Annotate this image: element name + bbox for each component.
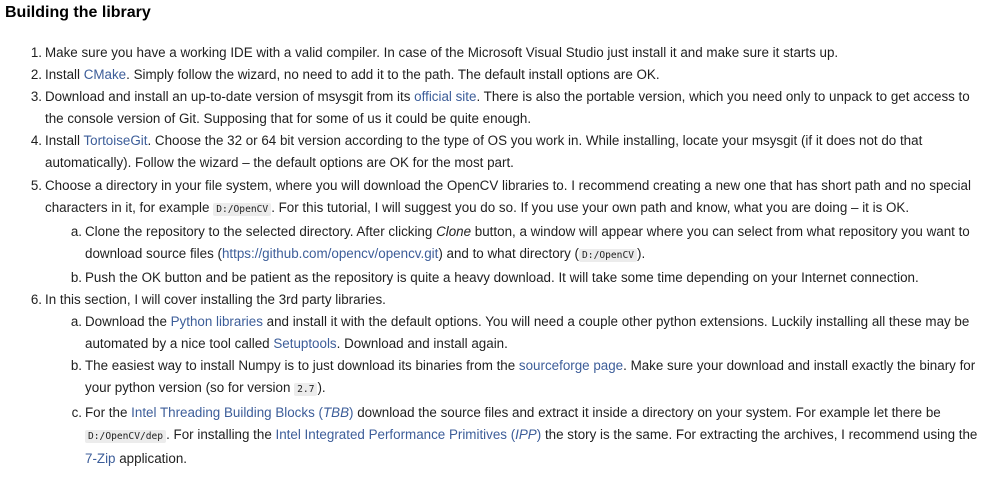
item-letter: b. bbox=[70, 269, 82, 285]
python-libraries-link[interactable]: Python libraries bbox=[170, 314, 263, 330]
item-number: 6. bbox=[30, 292, 42, 308]
steps-list bbox=[0, 42, 985, 470]
sub-list-item: c. For the Intel Threading Building Blocks (TBB) download the source files and extract it inside a directory on your system. For example let there be D:/OpenCV/dep . For installing the Intel Integrated Performance Primitives (IPP) the story is the same. For extracting the archives, I recommend using the 7-Zip application. bbox=[85, 402, 985, 470]
7zip-link[interactable]: 7-Zip bbox=[85, 450, 116, 466]
official-site-link[interactable]: official site bbox=[414, 89, 477, 105]
sub-list-item: a. Download the Python libraries and install it with the default options. You will need a couple other python extensions. Luckily installing all these may be automated by a nice tool called Setuptools. Download and install again. bbox=[85, 311, 985, 355]
list-item bbox=[30, 42, 985, 64]
item-number: 1. bbox=[30, 45, 42, 60]
path-code: D:/OpenCV bbox=[213, 203, 271, 216]
sub-list bbox=[45, 221, 985, 289]
intel-ipp-link[interactable]: Intel Integrated Performance Primitives (IPP) bbox=[275, 426, 542, 442]
tortoisegit-link[interactable]: TortoiseGit bbox=[83, 133, 148, 149]
sub-list bbox=[45, 311, 985, 470]
list-item: 4. Install TortoiseGit. Choose the 32 or 64 bit version according to the type of OS you work in. While installing, locate your msysgit (if it does not do that automatically). Follow the wizard – the default options are OK for the most part. bbox=[45, 130, 985, 174]
github-url-link[interactable]: https://github.com/opencv/opencv.git bbox=[221, 245, 439, 261]
setuptools-link[interactable]: Setuptools bbox=[273, 336, 337, 352]
sub-list-item: b. Push the OK button and be patient as the repository is quite a heavy download. It will take some time depending on your Internet connection. bbox=[85, 267, 985, 289]
section-heading: Building the library bbox=[5, 4, 151, 21]
list-item: 5. Choose a directory in your file system, where you will download the OpenCV libraries to. I recommend creating a new one that has short path and no special characters in it, for example D:/OpenCV . For this tutorial, I will suggest you do so. If you use your own path and know, what you are doing – it is OK. a. Clone the repository to the selected directory. After clicking Clone button, a window will appear where you can select from what repository you want to download source files (https://github.com/opencv/opencv.git) and to what directory ( D:/OpenCV ). b. Push the OK button and be patient as the repository is quite a heavy download. It will take some time depending on your Internet connection. bbox=[45, 175, 985, 289]
sub-list-item: a. Clone the repository to the selected directory. After clicking Clone button, a window will appear where you can select from what repository you want to download source files (https://github.com/opencv/opencv.git) and to what directory ( D:/OpenCV ). bbox=[85, 221, 985, 267]
cmake-link[interactable]: CMake bbox=[83, 67, 127, 83]
item-letter: a. bbox=[70, 223, 82, 239]
sub-list-item: b. The easiest way to install Numpy is to just download its binaries from the sourceforge page. Make sure your download and install exactly the binary for your python version (so for version 2.7 ). bbox=[85, 355, 985, 401]
item-number: 3. bbox=[30, 89, 42, 105]
item-text: Make sure you have a working IDE with a valid compiler. In case of the Microsoft Visual Studio just install it and make sure it starts up. bbox=[45, 45, 839, 60]
list-item: 6. In this section, I will cover installing the 3rd party libraries. a. Download the Python libraries and install it with the default options. You will need a couple other python extensions. Luckily installing all these may be automated by a nice tool called Setuptools. Download and install again. b. The easiest way to install Numpy is to just download its binaries from the sourceforge page. Make sure your download and install exactly the binary for your python version (so for version 2.7 ). c. For the Intel Threading Building Blocks (TBB) download the source files and extract it inside a directory on your system. For example let there be D:/OpenCV/dep . For installing the Intel Integrated Performance Primitives (IPP) the story is the same. For extracting the archives, I recommend using the 7-Zip application. bbox=[45, 289, 985, 470]
list-item: 3. Download and install an up-to-date version of msysgit from its official site. There is also the portable version, which you need only to unpack to get access to the console version of Git. Supposing that for some of us it could be quite enough. bbox=[45, 86, 985, 130]
path-code: D:/OpenCV/dep bbox=[85, 430, 166, 443]
item-letter: c. bbox=[71, 404, 82, 420]
version-code: 2.7 bbox=[294, 383, 317, 396]
path-code: D:/OpenCV bbox=[579, 249, 637, 262]
sourceforge-link[interactable]: sourceforge page bbox=[518, 358, 624, 374]
item-number: 4. bbox=[30, 133, 42, 149]
intel-tbb-link[interactable]: Intel Threading Building Blocks (TBB) bbox=[131, 404, 354, 420]
list-item: 2. Install CMake. Simply follow the wizard, no need to add it to the path. The default install options are OK. bbox=[45, 64, 985, 86]
item-number: 5. bbox=[30, 177, 42, 193]
item-letter: b. bbox=[70, 358, 82, 374]
item-number: 2. bbox=[30, 67, 42, 83]
item-letter: a. bbox=[70, 314, 82, 330]
